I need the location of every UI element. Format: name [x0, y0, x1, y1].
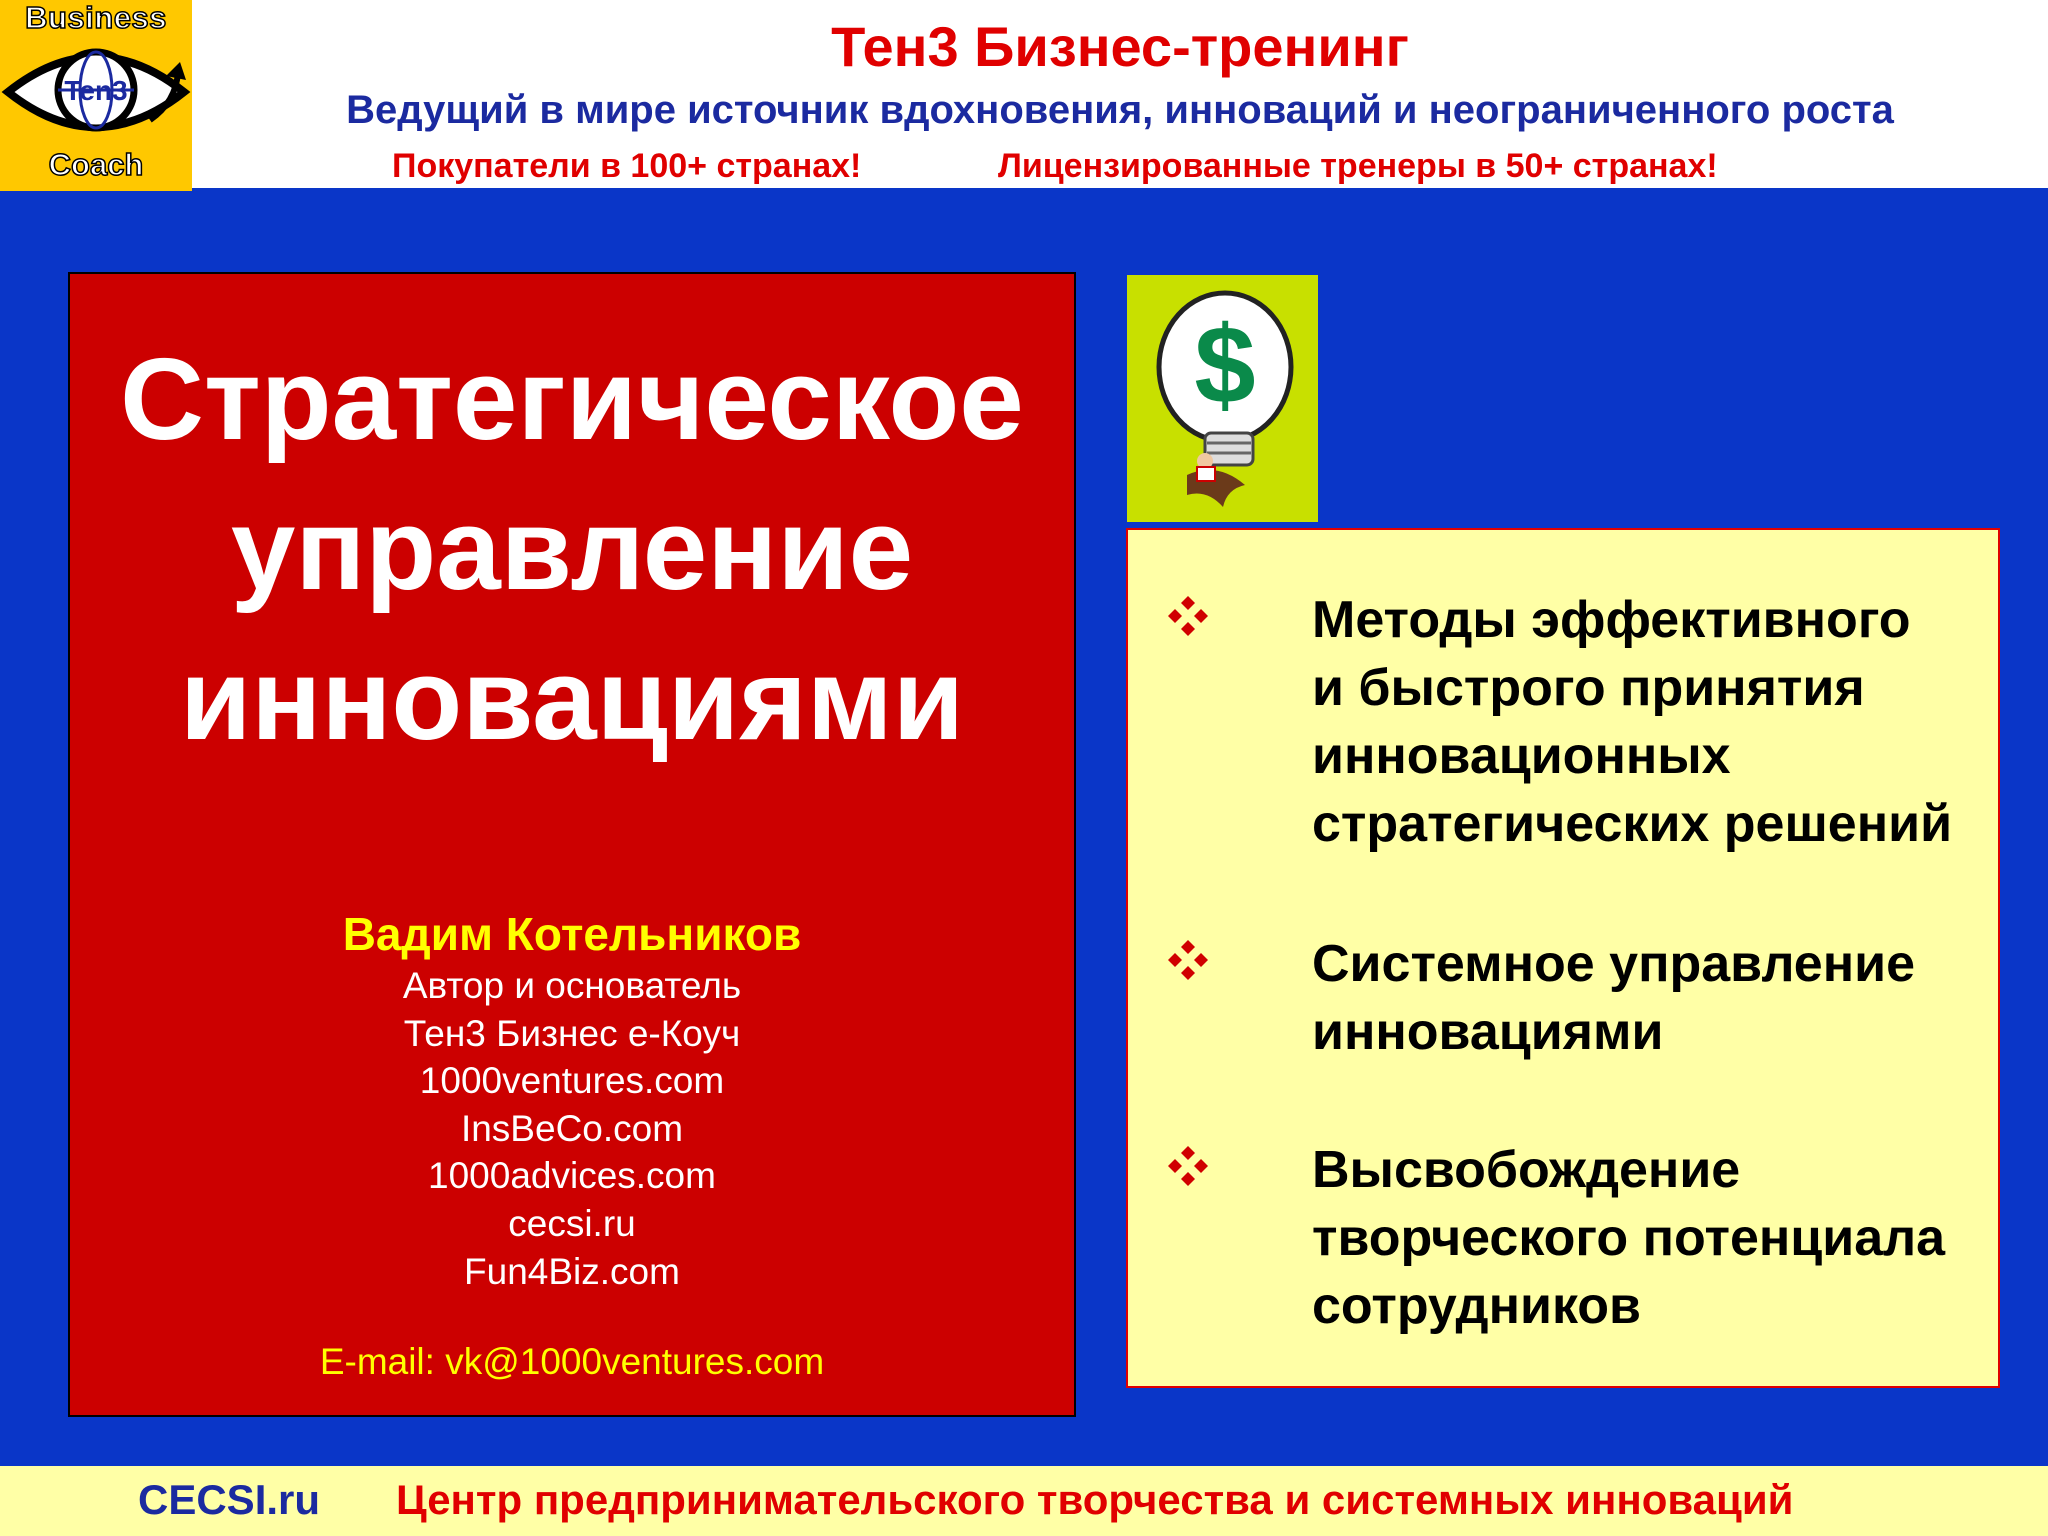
title-panel	[68, 272, 1076, 1417]
diamond-bullet-icon	[1166, 938, 1210, 982]
bullet-text	[1312, 1136, 2032, 1340]
bullet-line: творческого потенциала	[1312, 1209, 1946, 1267]
author-link[interactable]: InsBeCo.com	[460, 1107, 684, 1149]
bullet-line: Методы эффективного	[1312, 591, 1911, 649]
bullet-text	[1312, 930, 2032, 1066]
bullet-line: инновациями	[1312, 1003, 1664, 1061]
author-link[interactable]: Fun4Biz.com	[464, 1250, 680, 1292]
header-title: Тен3 Бизнес-тренинг	[831, 15, 1409, 78]
svg-text:$: $	[1194, 304, 1256, 427]
bullet-line: стратегических решений	[1312, 795, 1953, 853]
author-role: Автор и основатель	[402, 965, 742, 1006]
header-subtitle: Ведущий в мире источник вдохновения, инноваций и неограниченного роста	[346, 88, 1894, 132]
logo-center-label: Ten3	[64, 75, 128, 106]
bullets-panel	[1126, 528, 2000, 1388]
author-link[interactable]: 1000ventures.com	[419, 1060, 725, 1102]
bullet-text	[1312, 586, 2032, 858]
slide-title-line: инновациями	[179, 634, 965, 764]
author-block	[70, 906, 1074, 1383]
footer-tagline: Центр предпринимательского творчества и системных инноваций	[396, 1476, 1794, 1523]
diamond-bullet-icon	[1166, 1144, 1210, 1188]
bullet-line: и быстрого принятия	[1312, 659, 1865, 717]
header-customers: Покупатели в 100+ странах!	[392, 147, 862, 185]
diamond-bullet-icon	[1166, 594, 1210, 638]
author-link[interactable]: cecsi.ru	[508, 1202, 636, 1244]
footer-bar	[0, 1466, 2048, 1536]
author-name: Вадим Котельников	[342, 908, 802, 960]
bullet-line: Высвобождение	[1312, 1141, 1741, 1199]
header-bar	[0, 0, 2048, 191]
slide-title	[70, 324, 1074, 774]
author-email[interactable]: E-mail: vk@1000ventures.com	[319, 1341, 825, 1383]
slide-title-line: Стратегическое	[120, 334, 1024, 464]
footer-site-link[interactable]: CECSI.ru	[138, 1476, 321, 1523]
dollar-lightbulb-icon	[1127, 275, 1318, 522]
logo-bottom-label: Coach	[48, 147, 144, 182]
bullet-line: сотрудников	[1312, 1277, 1642, 1335]
business-coach-logo[interactable]	[0, 0, 192, 191]
bullet-line: Системное управление	[1312, 935, 1916, 993]
header-trainers: Лицензированные тренеры в 50+ странах!	[998, 147, 1718, 185]
bullet-line: инновационных	[1312, 727, 1731, 785]
logo-top-label: Business	[25, 0, 167, 35]
slide-title-line: управление	[230, 484, 914, 614]
eye-icon	[0, 36, 192, 148]
author-link[interactable]: 1000advices.com	[428, 1155, 716, 1197]
author-company: Тен3 Бизнес е-Коуч	[403, 1012, 741, 1054]
